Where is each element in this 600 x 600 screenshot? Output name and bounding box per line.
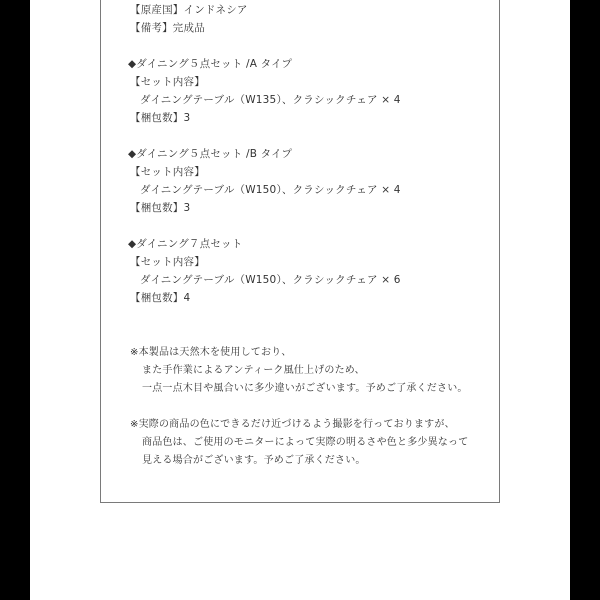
set-contents: ダイニングテーブル（W135）、クラシックチェア × 4 — [140, 94, 401, 106]
set-contents: ダイニングテーブル（W150）、クラシックチェア × 4 — [140, 184, 401, 196]
set-packages: 【梱包数】4 — [130, 292, 191, 304]
set-contents-label: 【セット内容】 — [130, 76, 205, 88]
set-packages: 【梱包数】3 — [130, 202, 191, 214]
remarks-text: 【備考】完成品 — [130, 22, 205, 34]
note-line: また手作業によるアンティーク風仕上げのため、 — [142, 365, 365, 376]
note-line: 一点一点木目や風合いに多少違いがございます。予めご了承ください。 — [142, 383, 468, 394]
set-title: ◆ダイニング５点セット /B タイプ — [128, 148, 293, 160]
set-contents-label: 【セット内容】 — [130, 166, 205, 178]
set-title: ◆ダイニング５点セット /A タイプ — [128, 58, 293, 70]
set-title: ◆ダイニング７点セット — [128, 238, 243, 250]
origin-text: 【原産国】インドネシア — [130, 4, 248, 16]
note-line: ※本製品は天然木を使用しており、 — [130, 347, 292, 358]
note-line: 商品色は、ご使用のモニターによって実際の明るさや色と多少異なって — [142, 437, 469, 448]
note-line: 見える場合がございます。予めご了承ください。 — [142, 455, 366, 466]
set-contents-label: 【セット内容】 — [130, 256, 205, 268]
set-contents: ダイニングテーブル（W150）、クラシックチェア × 6 — [140, 274, 401, 286]
page — [30, 0, 570, 600]
set-packages: 【梱包数】3 — [130, 112, 191, 124]
note-line: ※実際の商品の色にできるだけ近づけるよう撮影を行っておりますが、 — [130, 419, 455, 430]
